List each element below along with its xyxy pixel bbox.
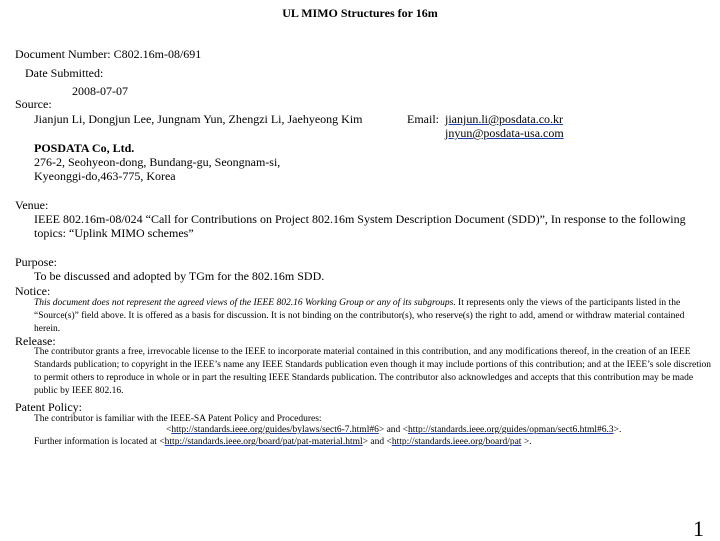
organization-address-1: 276-2, Seohyeon-dong, Bundang-gu, Seongnam-si, — [34, 155, 281, 169]
date-value: 2008-07-07 — [72, 84, 128, 98]
patent-line-2-mid: > and < — [378, 425, 409, 435]
organization-name: POSDATA Co, Ltd. — [34, 141, 135, 155]
authors: Jianjun Li, Dongjun Lee, Jungnam Yun, Zhengzi Li, Jaehyeong Kim — [34, 112, 363, 126]
patent-line-3-suffix: >. — [521, 437, 532, 447]
notice-text — [34, 297, 704, 336]
patent-link-board[interactable]: http://standards.ieee.org/board/pat — [391, 437, 522, 447]
patent-line-1: The contributor is familiar with the IEEE-SA Patent Policy and Procedures: — [34, 414, 322, 424]
email-link-2[interactable]: jnyun@posdata-usa.com — [445, 126, 564, 140]
patent-line-3-mid: > and < — [362, 437, 392, 447]
date-label: Date Submitted: — [25, 66, 104, 80]
patent-link-material[interactable]: http://standards.ieee.org/board/pat/pat-material.html — [164, 437, 363, 447]
venue-line-2: topics: “Uplink MIMO schemes” — [34, 226, 194, 240]
patent-line-3-prefix: Further information is located at < — [34, 437, 165, 447]
email-label: Email: — [407, 112, 439, 126]
organization-address-2: Kyeonggi-do,463-775, Korea — [34, 169, 176, 183]
patent-line-2-prefix: < — [166, 425, 172, 435]
venue-line-1: IEEE 802.16m-08/024 “Call for Contributions on Project 802.16m System Description Document (SDD)”, In response to the following — [34, 212, 686, 226]
document-number: Document Number: C802.16m-08/691 — [15, 47, 202, 61]
email-link-1[interactable]: jianjun.li@posdata.co.kr — [445, 112, 564, 126]
purpose-text: To be discussed and adopted by TGm for the 802.16m SDD. — [34, 269, 325, 283]
release-label: Release: — [15, 334, 56, 348]
page-number: 1 — [693, 516, 704, 541]
venue-label: Venue: — [15, 198, 49, 212]
release-text: The contributor grants a free, irrevocable license to the IEEE to incorporate material contained in this contribution, and any modifications thereof, in the creation of an IEEE Standards publication; to copyright in the IEEE’s name any IEEE Standards publication even though it may include portions of this contribution; and at the IEEE’s sole discretion to permit others to reproduce in whole or in part the resulting IEEE Standards publication. The contributor also acknowledges and accepts that this contribution may be made public by IEEE 802.16. — [34, 347, 711, 396]
patent-link-bylaws[interactable]: http://standards.ieee.org/guides/bylaws/sect6-7.html#6 — [171, 425, 379, 435]
patent-line-3 — [34, 436, 532, 449]
notice-rest-text: . It represents only the views of the participants listed in the “Source(s)” field above. It is offered as a basis for discussion. It is not binding on the contributor(s), who reserve(s) the right to add, amend or withdraw material contained herein. — [34, 298, 685, 334]
patent-line-2-suffix: >. — [613, 425, 622, 435]
source-label: Source: — [15, 97, 52, 111]
patent-label: Patent Policy: — [15, 400, 82, 414]
patent-link-opman[interactable]: http://standards.ieee.org/guides/opman/sect6.html#6.3 — [408, 425, 614, 435]
purpose-label: Purpose: — [15, 255, 57, 269]
notice-label: Notice: — [15, 284, 51, 298]
notice-italic-text: This document does not represent the agreed views of the IEEE 802.16 Working Group or any of its subgroups — [34, 298, 454, 308]
page-title: UL MIMO Structures for 16m — [282, 6, 438, 20]
